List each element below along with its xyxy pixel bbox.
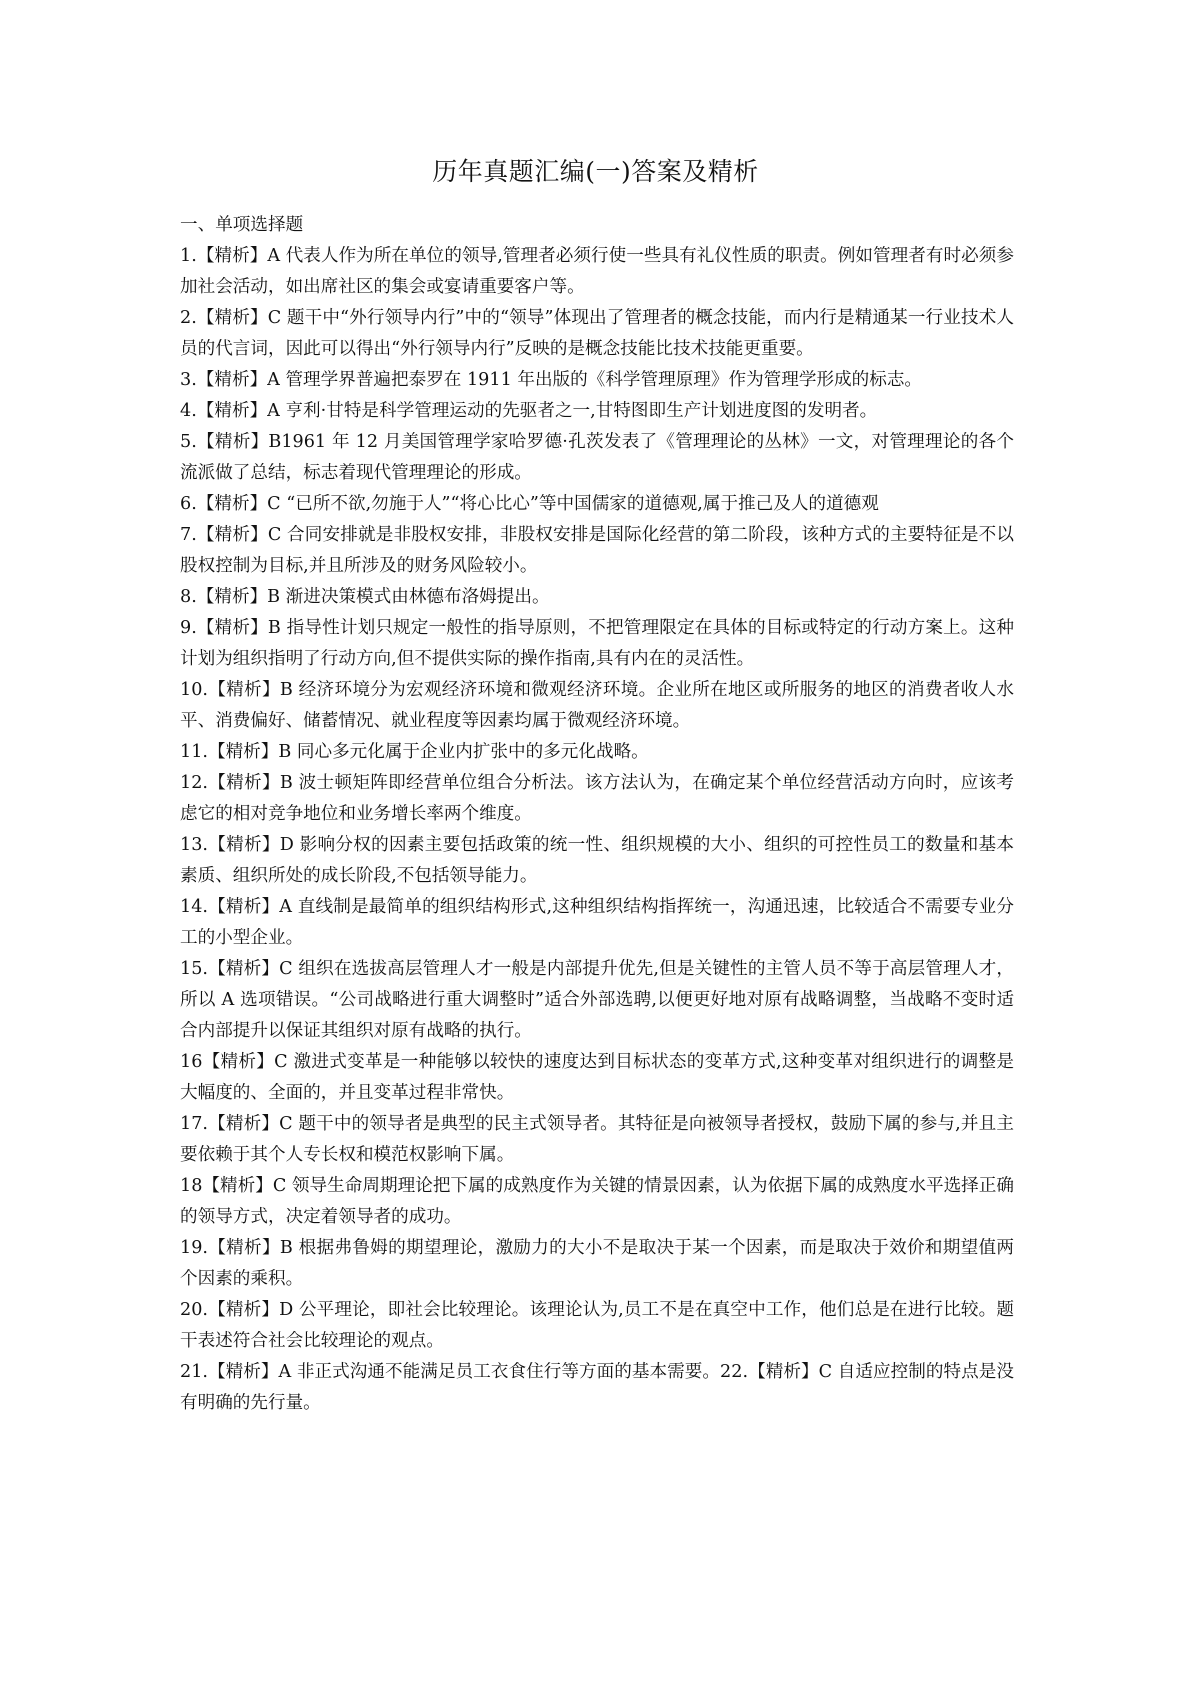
page-title: 历年真题汇编(一)答案及精析: [432, 157, 759, 186]
answer-item-3: 3.【精析】A 管理学界普遍把泰罗在 1911 年出版的《科学管理原理》作为管理学形成的标志。: [180, 370, 923, 390]
answer-item-10: 10.【精析】B 经济环境分为宏观经济环境和微观经济环境。企业所在地区或所服务的地区的消费者收人水平、消费偏好、储蓄情况、就业程度等因素均属于微观经济环境。: [180, 680, 1014, 731]
answer-item-15: 15.【精析】C 组织在选拔高层管理人才一般是内部提升优先,但是关键性的主管人员不等于高层管理人才，所以 A 选项错误。“公司战略进行重大调整时”适合外部选聘,以便更好地对原有战略调整，当战略不变时适合内部提升以保证其组织对原有战略的执行。: [180, 959, 1014, 1041]
answer-item-2: 2.【精析】C 题干中“外行领导内行”中的“领导”体现出了管理者的概念技能，而内行是精通某一行业技术人员的代言词，因此可以得出“外行领导内行”反映的是概念技能比技术技能更重要。: [180, 308, 1014, 359]
answer-item-9: 9.【精析】B 指导性计划只规定一般性的指导原则，不把管理限定在具体的目标或特定的行动方案上。这种计划为组织指明了行动方向,但不提供实际的操作指南,具有内在的灵活性。: [180, 618, 1014, 669]
section-heading: 一、单项选择题: [180, 215, 304, 235]
answer-item-12: 12.【精析】B 波士顿矩阵即经营单位组合分析法。该方法认为，在确定某个单位经营活动方向时，应该考虑它的相对竞争地位和业务增长率两个维度。: [180, 773, 1014, 824]
answer-item-1: 1.【精析】A 代表人作为所在单位的领导,管理者必须行使一些具有礼仪性质的职责。例如管理者有时必须参加社会活动，如出席社区的集会或宴请重要客户等。: [180, 246, 1014, 297]
answer-item-16: 16【精析】C 激进式变革是一种能够以较快的速度达到目标状态的变革方式,这种变革对组织进行的调整是大幅度的、全面的，并且变革过程非常快。: [180, 1052, 1014, 1103]
answer-item-21-22: 21.【精析】A 非正式沟通不能满足员工衣食住行等方面的基本需要。22.【精析】C 自适应控制的特点是没有明确的先行量。: [180, 1362, 1014, 1413]
answer-item-14: 14.【精析】A 直线制是最简单的组织结构形式,这种组织结构指挥统一，沟通迅速，比较适合不需要专业分工的小型企业。: [180, 897, 1014, 948]
answer-item-11: 11.【精析】B 同心多元化属于企业内扩张中的多元化战略。: [180, 742, 649, 762]
answer-item-19: 19.【精析】B 根据弗鲁姆的期望理论，激励力的大小不是取决于某一个因素，而是取决于效价和期望值两个因素的乘积。: [180, 1238, 1014, 1289]
answer-item-6: 6.【精析】C “已所不欲,勿施于人”“将心比心”等中国儒家的道德观,属于推己及人的道德观: [180, 494, 879, 514]
answer-item-7: 7.【精析】C 合同安排就是非股权安排，非股权安排是国际化经营的第二阶段，该种方式的主要特征是不以股权控制为目标,并且所涉及的财务风险较小。: [180, 525, 1014, 576]
answer-item-13: 13.【精析】D 影响分权的因素主要包括政策的统一性、组织规模的大小、组织的可控性员工的数量和基本素质、组织所处的成长阶段,不包括领导能力。: [180, 835, 1014, 886]
answer-item-18: 18【精析】C 领导生命周期理论把下属的成熟度作为关键的情景因素，认为依据下属的成熟度水平选择正确的领导方式，决定着领导者的成功。: [180, 1176, 1014, 1227]
answer-item-4: 4.【精析】A 亨利·甘特是科学管理运动的先驱者之一,甘特图即生产计划进度图的发明者。: [180, 401, 878, 421]
answer-item-17: 17.【精析】C 题干中的领导者是典型的民主式领导者。其特征是向被领导者授权，鼓励下属的参与,并且主要依赖于其个人专长权和模范权影响下属。: [180, 1114, 1014, 1165]
answer-list: [180, 210, 1014, 1419]
answer-item-8: 8.【精析】B 渐进决策模式由林德布洛姆提出。: [180, 587, 550, 607]
answer-item-20: 20.【精析】D 公平理论，即社会比较理论。该理论认为,员工不是在真空中工作，他们总是在进行比较。题干表述符合社会比较理论的观点。: [180, 1300, 1014, 1351]
answer-item-5: 5.【精析】B1961 年 12 月美国管理学家哈罗德·孔茨发表了《管理理论的丛林》一文，对管理理论的各个流派做了总结，标志着现代管理理论的形成。: [180, 432, 1014, 483]
